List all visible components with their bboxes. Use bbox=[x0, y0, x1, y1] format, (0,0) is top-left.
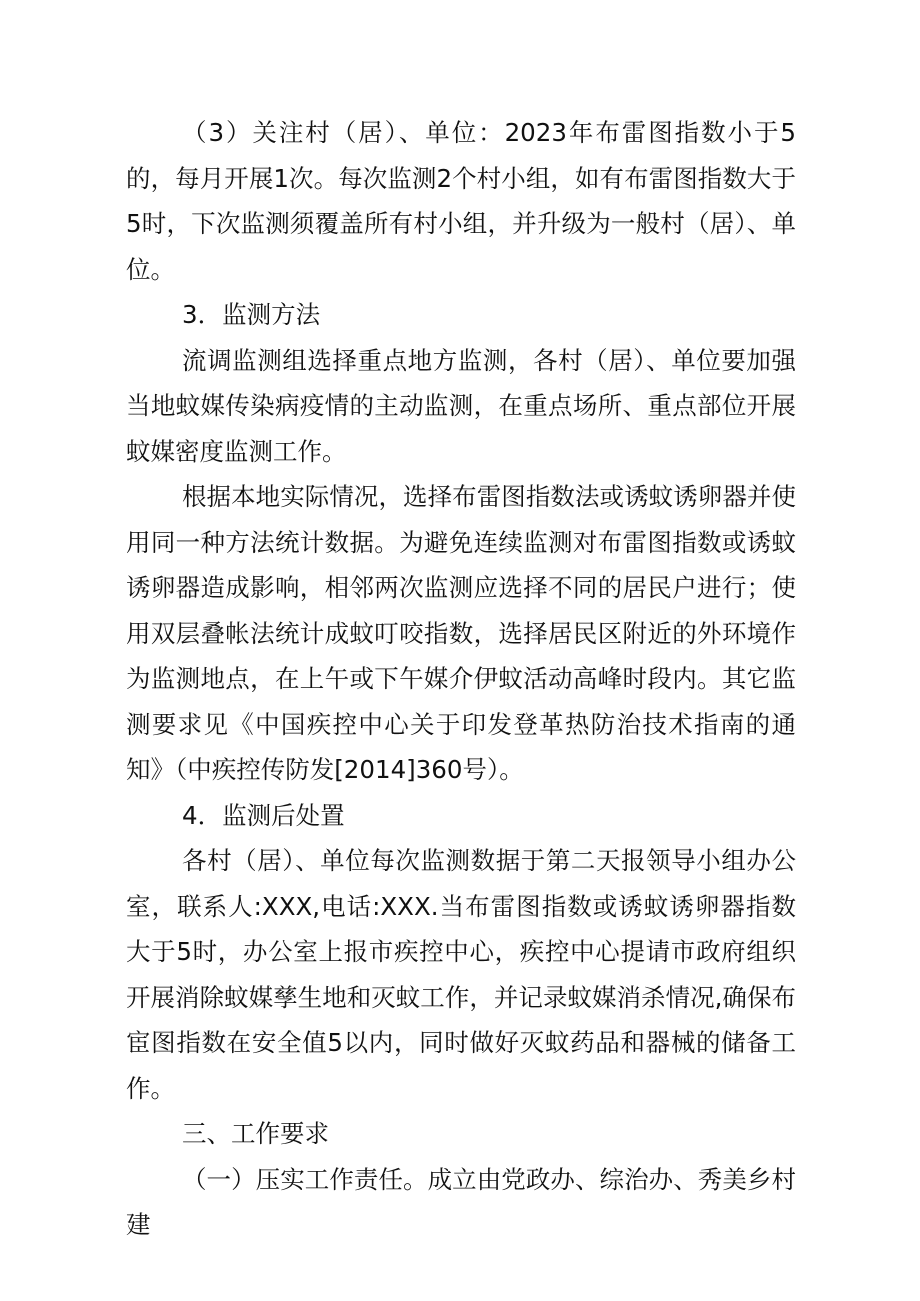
heading-post-monitoring: 4．监测后处置 bbox=[182, 800, 345, 830]
paragraph-post-monitoring-details: 各村（居）、单位每次监测数据于第二天报领导小组办公室，联系人:XXX,电话:XXX.当布雷图指数或诱蚊诱卵器指数大于5时，办公室上报市疾控中心，疾控中心提请市政府组织开展消除蚊媒孳生地和灭蚊工作，并记录蚊媒消杀情况,确保布宦图指数在安全值5以内，同时做好灭蚊药品和器械的储备工作。 bbox=[126, 846, 796, 1103]
paragraph-responsibility: （一）压实工作责任。成立由党政办、综治办、秀美乡村建 bbox=[126, 1164, 796, 1239]
heading-monitoring-method: 3．监测方法 bbox=[182, 300, 321, 329]
paragraph-monitoring-method-details: 根据本地实际情况，选择布雷图指数法或诱蚊诱卵器并使用同一种方法统计数据。为避免连续监测对布雷图指数或诱蚊诱卵器造成影响，相邻两次监测应选择不同的居民户进行；使用双层叠帐法统计成蚊叮咬指数，选择居民区附近的外环境作为监测地点，在上午或下午媒介伊蚊活动高峰时段内。其它监测要求见《中国疾控中心关于印发登革热防治技术指南的通知》（中疾控传防发[2014]360号）。 bbox=[126, 482, 796, 784]
paragraph-monitoring-group: 流调监测组选择重点地方监测，各村（居）、单位要加强当地蚊媒传染病疫情的主动监测，在重点场所、重点部位开展蚊媒密度监测工作。 bbox=[126, 345, 796, 466]
document-body bbox=[126, 110, 796, 1248]
heading-work-requirements: 三、工作要求 bbox=[182, 1119, 329, 1148]
paragraph-key-villages: （3）关注村（居）、单位：2023年布雷图指数小于5的，每月开展1次。每次监测2个村小组，如有布雷图指数大于5时，下次监测须覆盖所有村小组，并升级为一般村（居）、单位。 bbox=[126, 118, 796, 284]
